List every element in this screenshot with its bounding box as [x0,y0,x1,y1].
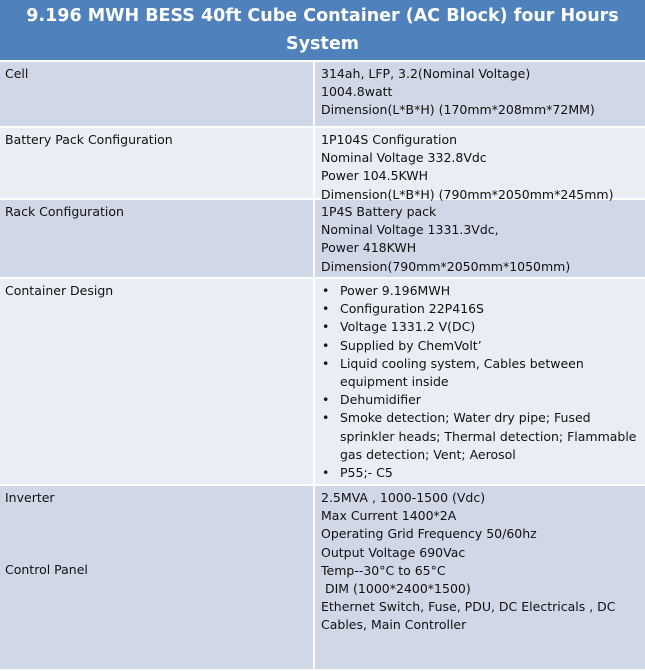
table-row-battery-pack [0,128,645,200]
spec-line: 314ah, LFP, 3.2(Nominal Voltage) [321,66,531,81]
spec-line: DIM (1000*2400*1500) [321,581,471,597]
spec-line: Max Current 1400*2A [321,508,457,524]
row-value-rack [315,200,645,277]
list-item: • Voltage 1331.2 V(DC) [321,318,641,336]
spec-line: Dimension(790mm*2050mm*1050mm) [321,258,571,274]
spec-line: Power 418KWH [321,240,417,256]
row-label-battery-pack: Battery Pack Configuration [0,128,315,198]
row-label-control-panel: Control Panel [5,562,88,578]
spec-line: Dimension(L*B*H) (790mm*2050mm*245mm) [321,186,614,202]
bullet-list [321,282,641,482]
spec-line: 1P4S Battery pack [321,204,437,219]
list-item: • Supplied by ChemVolt’ [321,337,641,355]
row-label-inverter-group [0,486,315,669]
spec-line: 1P104S Configuration [321,132,458,147]
spec-line: Power 104.5KWH [321,168,429,184]
spec-line: Temp--30°C to 65°C [321,562,446,578]
spec-line: Dimension(L*B*H) (170mm*208mm*72MM) [321,102,595,118]
table-row-cell [0,62,645,128]
spec-line: Operating Grid Frequency 50/60hz [321,526,537,542]
row-label-inverter: Inverter [5,490,55,505]
row-value-battery-pack [315,128,645,202]
row-value-inverter [315,486,645,669]
spec-line: 1004.8watt [321,84,393,100]
list-item: • Smoke detection; Water dry pipe; Fused sprinkler heads; Thermal detection; Flammable gas detection; Vent; Aerosol [321,409,641,464]
table-row-container-design [0,279,645,486]
spec-line: Nominal Voltage 332.8Vdc [321,150,487,166]
row-label-container-design: Container Design [0,279,315,484]
title-bar [0,0,645,62]
table-row-rack [0,200,645,279]
row-label-cell: Cell [0,62,315,126]
spec-line: Nominal Voltage 1331.3Vdc, [321,222,499,238]
spec-line-wrapped: Ethernet Switch, Fuse, PDU, DC Electricals , DC Cables, Main Controller [321,599,616,633]
row-value-container-design [315,279,645,484]
list-item: • P55;- C5 [321,464,641,482]
row-label-rack: Rack Configuration [0,200,315,277]
list-item: • Configuration 22P416S [321,300,641,318]
label-spacer [5,507,309,561]
table-row-inverter [0,486,645,671]
list-item: • Dehumidifier [321,391,641,409]
row-value-cell [315,62,645,126]
list-item: • Power 9.196MWH [321,282,641,300]
spec-line: 2.5MVA , 1000-1500 (Vdc) [321,490,486,505]
list-item: • Liquid cooling system, Cables between equipment inside [321,355,641,391]
page-title: 9.196 MWH BESS 40ft Cube Container (AC Block) four Hours System [26,6,619,54]
spec-line: Output Voltage 690Vac [321,544,466,560]
